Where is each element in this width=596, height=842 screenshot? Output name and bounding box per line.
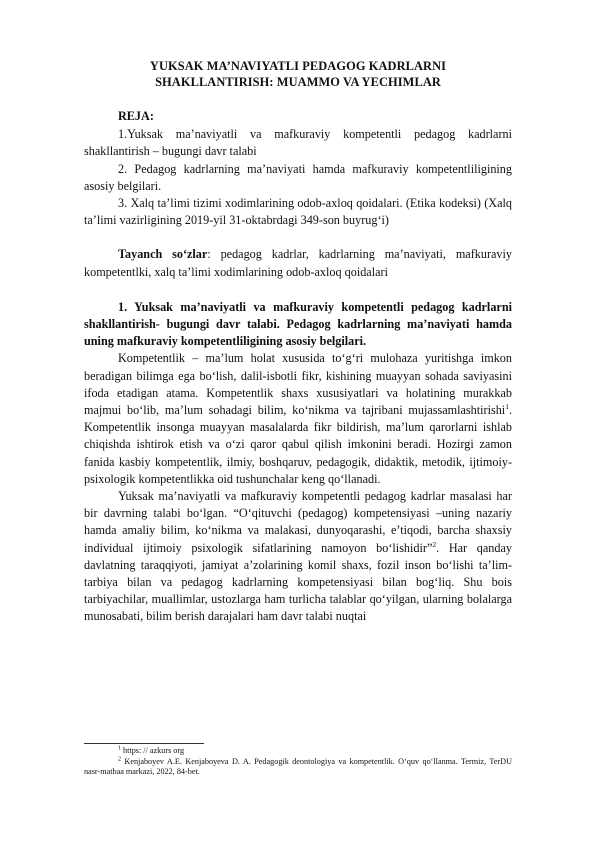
footnote-1-text: https: // azkurs org [121, 746, 185, 755]
plan-item-2: 2. Pedagog kadrlarning ma’naviyati hamda mafkuraviy kompetentliligining asosiy belgilari. [84, 161, 512, 193]
keywords-paragraph [84, 246, 512, 280]
plan-item-1: 1.Yuksak ma’naviyatli va mafkuraviy kompetentli pedagog kadrlarni shakllantirish – bugungi davr talabi [84, 127, 512, 159]
title-line-2: SHAKLLANTIRISH: MUAMMO VA YECHIMLAR [155, 75, 441, 89]
paragraph-2-text-b: . Har qanday davlatning taraqqiyoti, jamiyat a’zolarining komil shaxs, fozil inson bo‘lishi ta’lim-tarbiya bilan va pedagog kadrlarning kompetensiyasi bilan bog‘liq. Shu bois tarbiyachilar, muallimlar, ustozlarga ham turlicha talablar qo‘yilgan, ularning bolalarga munosabati, bilim berish darajalari ham davr talabi nuqtai [84, 540, 512, 624]
footnote-1-mark: 1 [118, 745, 121, 752]
paragraph-1-text-b: . Kompetentlik insonga muayyan masalalarda fikr bildirish, ma’lum qarorlarni ishlab chiqishda ishtirok etish va o‘zi qaror qabul qilish imkonini beradi. Hozirgi zamon fanida kasbiy kompetentlik, ilmiy, boshqaruv, pedagogik, didaktik, metodik, ijtimoiy-psixologik kompetentlikka oid tushunchalar keng qo‘llanadi. [84, 403, 512, 486]
keywords-label: Tayanch so‘zlar [118, 247, 208, 262]
footnote-2-text: Kenjaboyev A.E. Kenjaboyeva D. A. Pedagogik deontologiya va kompetentlik. O‘quv qo‘llanma. Termiz, TerDU nasr-matbaa markazi, 2022, 84-bet. [84, 756, 512, 777]
paragraph-1-text-a: Kompetentlik – ma’lum holat xususida to‘g‘ri mulohaza yuritishga imkon beradigan bilimga ega bo‘lish, dalil-isbotli fikr, kishining muayyan sohada saviyasini ifoda etadigan atama. Kompetentlik shaxs xususiyatlari va holatining murakkab majmui bo‘lib, ma’lum sohadagi bilim, ko‘nikma va tajribani mujassamlashtirishi [84, 351, 512, 418]
footnotes [84, 746, 512, 778]
spacer [84, 281, 512, 299]
paragraph-1 [84, 350, 512, 488]
document-title [84, 58, 512, 90]
footnote-ref-1[interactable]: 1 [505, 401, 509, 411]
keywords-text: : pedagog kadrlar, kadrlarning ma’naviyati, mafkuraviy kompetentlki, xalq ta’limi xodimlarining odob-axloq qoidalari [84, 247, 512, 279]
footnote-ref-2[interactable]: 2 [432, 539, 437, 549]
section-heading: 1. Yuksak ma’naviyatli va mafkuraviy kompetentli pedagog kadrlarni shakllantirish- bugungi davr talabi. Pedagog kadrlarning ma’naviyati hamda uning mafkuraviy kompetentliligining asosiy belgilari. [84, 299, 512, 349]
document-body [84, 108, 512, 626]
paragraph-2 [84, 488, 512, 626]
footnote-2-mark: 2 [118, 755, 121, 762]
title-line-1: YUKSAK MA’NAVIYATLI PEDAGOG KADRLARNI [149, 59, 447, 73]
plan-label: REJA: [118, 109, 154, 123]
spacer [84, 229, 512, 246]
footnote-2 [84, 757, 512, 778]
footnote-separator [84, 743, 204, 744]
plan-item-3: 3. Xalq ta’limi tizimi xodimlarining odob-axloq qoidalari. (Etika kodeksi) (Xalq ta’limi vazirligining 2019-yil 31-oktabrdagi 349-son buyrug‘i) [84, 196, 512, 228]
footnote-1 [84, 746, 512, 757]
paragraph-2-text-a: Yuksak ma’naviyatli va mafkuraviy kompetentli pedagog kadrlar masalasi har bir davrning talabi bo‘lgan. “O‘qituvchi (pedagog) kompetensiyasi –uning nazariy hamda amaliy bilim, ko‘nikma va malakasi, dunyoqarashi, e’tiqodi, barcha shaxsiy individual ijtimoiy psixologik sifatlarining namoyon bo‘lishidir” [84, 489, 512, 555]
